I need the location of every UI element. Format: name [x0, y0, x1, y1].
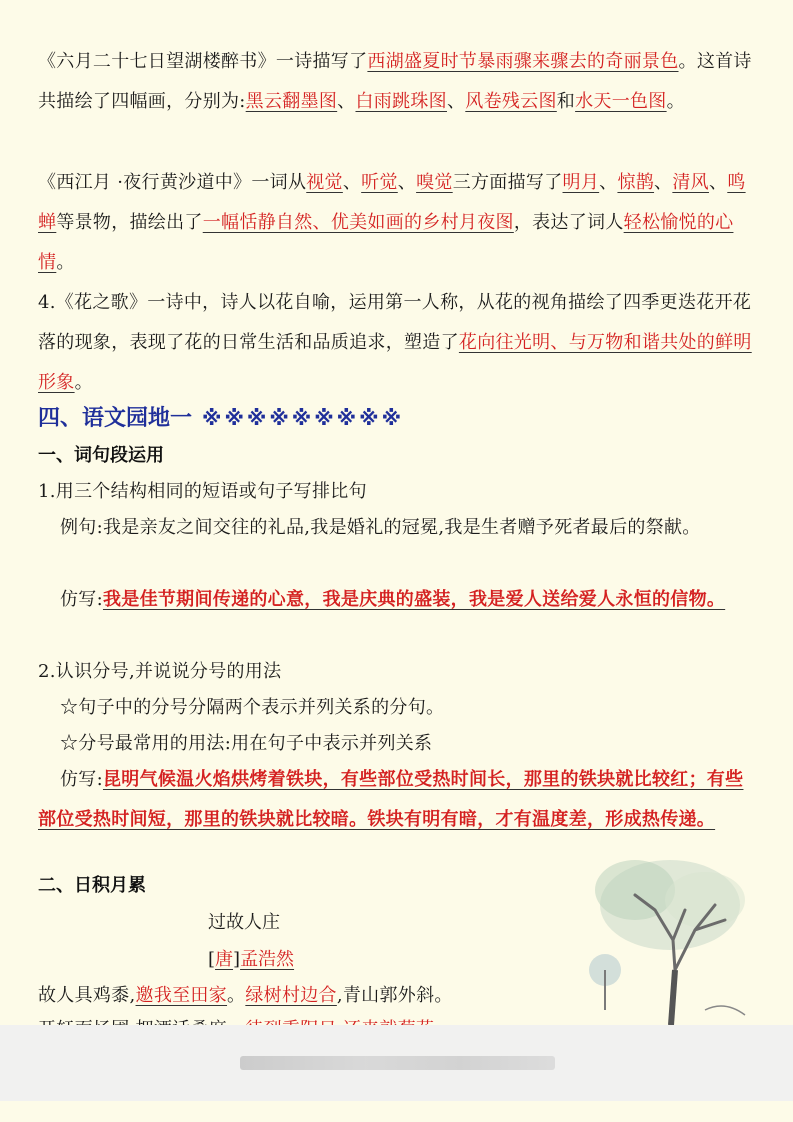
section-heading: 四、语文园地一 ※※※※※※※※※ — [38, 406, 405, 431]
subheading-ciju: 一、词句段运用 — [38, 445, 164, 466]
paragraph-huazhige: 4.《花之歌》一诗中，诗人以花自喻，运用第一人称，从花的视角描绘了四季更迭花开花落的现象，表现了花的日常生活和品质追求，塑造了花向往光明、与万物和谐共处的鲜明形象。 — [38, 292, 752, 393]
subheading-rijiyuelei: 二、日积月累 — [38, 875, 146, 896]
imitation-1: 仿写:我是佳节期间传递的心意，我是庆典的盛装，我是爱人送给爱人永恒的信物。 — [60, 589, 726, 610]
fenhao-point-1: ☆句子中的分号分隔两个表示并列关系的分句。 — [60, 697, 445, 718]
example-sentence: 例句:我是亲友之间交往的礼品,我是婚礼的冠冕,我是生者赠予死者最后的祭献。 — [60, 517, 701, 538]
poem-title: 过故人庄 — [208, 912, 280, 933]
poem-line-1: 故人具鸡黍,邀我至田家。绿树村边合,青山郭外斜。 — [38, 985, 453, 1006]
tree-illustration — [575, 850, 775, 1025]
imitation-2: 仿写:昆明气候温火焰烘烤着铁块，有些部位受热时间长，那里的铁块就比较红；有些部位受热时间短，那里的铁块就比较暗。铁块有明有暗，才有温度差，形成热传递。 — [38, 769, 744, 830]
item-fenhao: 2.认识分号,并说说分号的用法 — [38, 661, 282, 682]
fenhao-point-2: ☆分号最常用的用法:用在句子中表示并列关系 — [60, 733, 433, 754]
decorative-stars: ※※※※※※※※※ — [202, 406, 405, 430]
blurred-footer-text — [240, 1056, 555, 1070]
paragraph-xijiangyue: 《西江月 ·夜行黄沙道中》一词从视觉、听觉、嗅觉三方面描写了明月、惊鹊、清风、鸣蝉等景物，描绘出了一幅恬静自然、优美如画的乡村月夜图，表达了词人轻松愉悦的心情。 — [38, 172, 746, 273]
poem-author: [唐]孟浩然 — [208, 949, 295, 970]
item-paibiju: 1.用三个结构相同的短语或句子写排比句 — [38, 481, 367, 502]
paragraph-wanghulou: 《六月二十七日望湖楼醉书》一诗描写了西湖盛夏时节暴雨骤来骤去的奇丽景色。这首诗共描绘了四幅画，分别为:黑云翻墨图、白雨跳珠图、风卷残云图和水天一色图。 — [38, 51, 752, 112]
page-bottom-margin — [0, 1101, 793, 1122]
